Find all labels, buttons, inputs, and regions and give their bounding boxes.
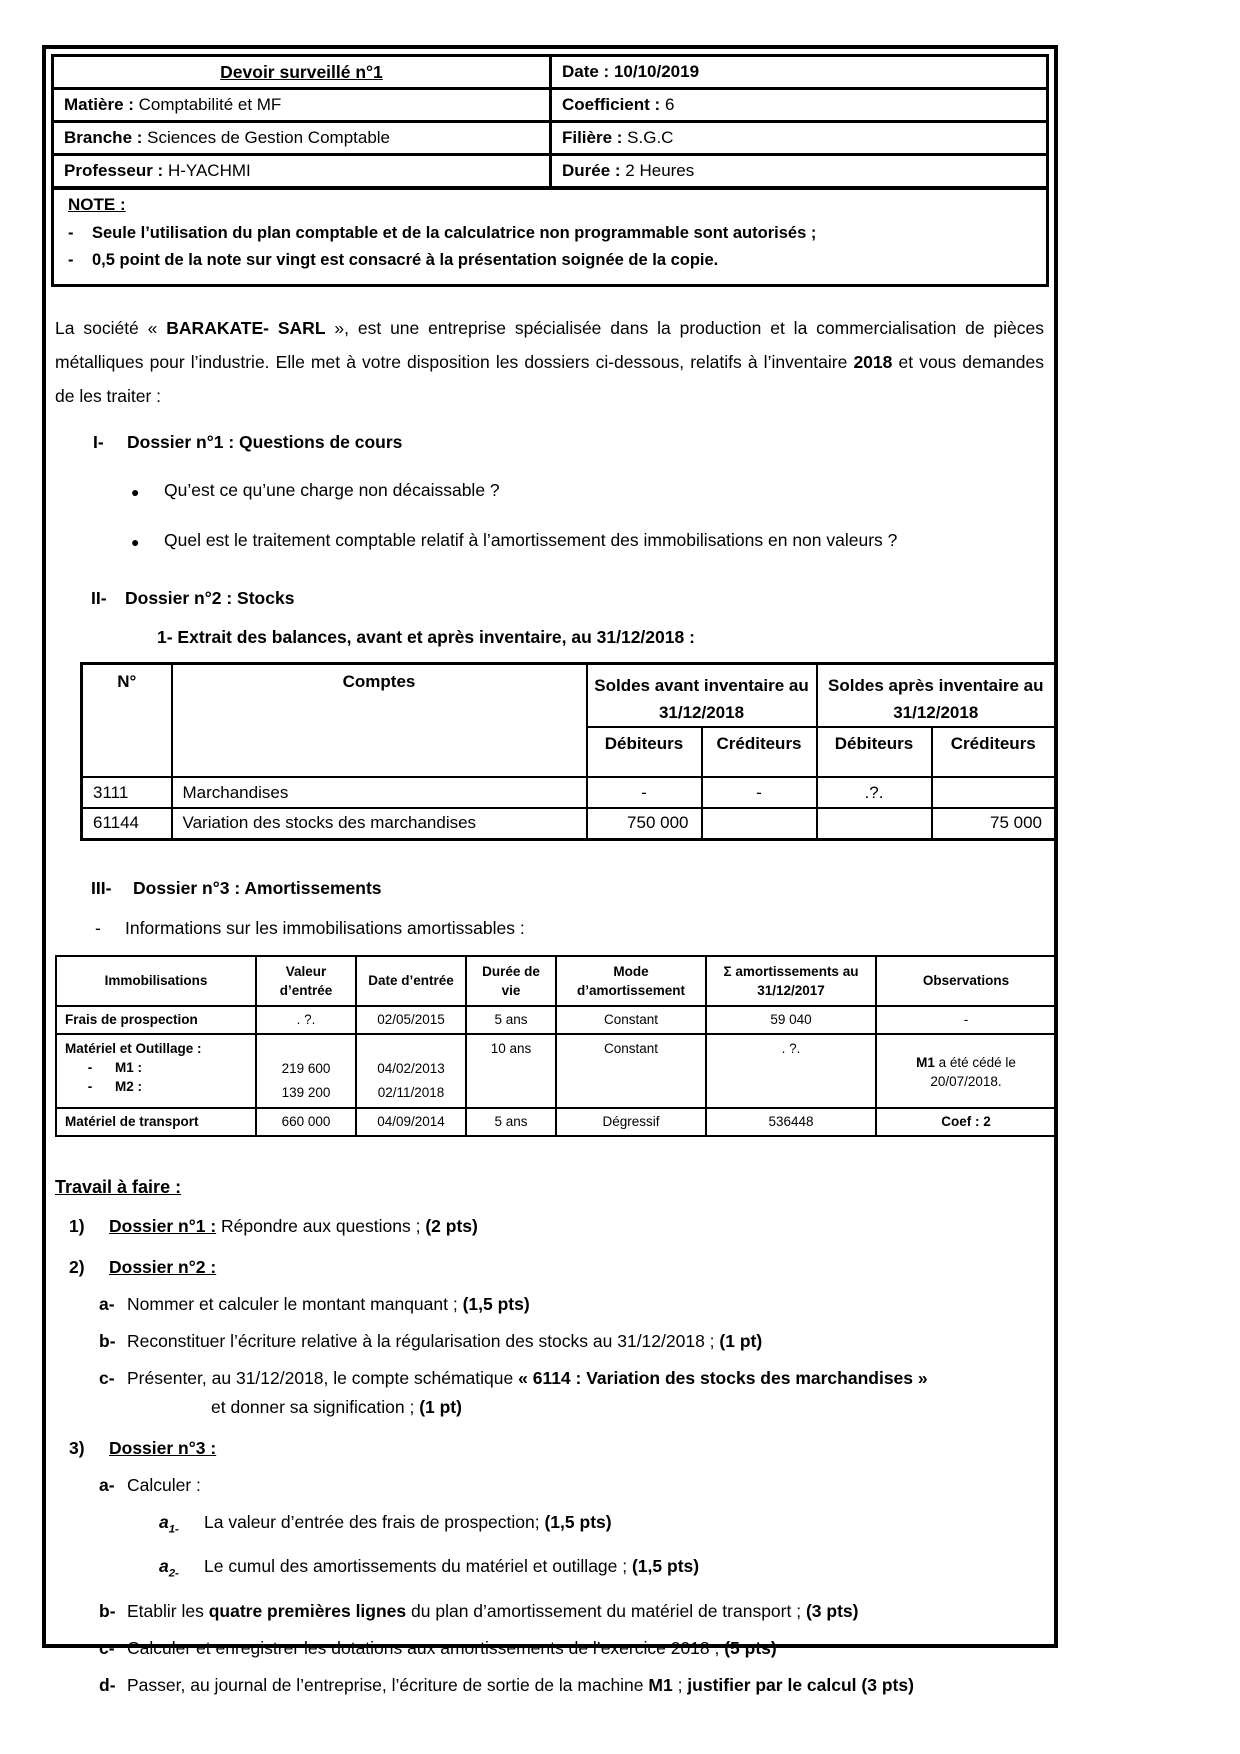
outillage-m1-label [65, 1058, 250, 1077]
points-badge: (5 pts) [724, 1637, 777, 1658]
cell-avant-debiteurs: - [587, 777, 702, 808]
item-text: Calculer : [127, 1474, 201, 1495]
note-text: 0,5 point de la note sur vingt est consacré à la présentation soignée de la copie. [92, 251, 719, 269]
cell-duree: 5 ans [466, 1108, 556, 1136]
inventory-year: 2018 [853, 352, 893, 372]
cell-mode: Constant [556, 1006, 706, 1034]
item-text [109, 1214, 478, 1239]
obs-m1: M1 [916, 1054, 935, 1070]
item-letter: a- [99, 1474, 115, 1495]
coefficient-value: 6 [664, 95, 675, 114]
cell-numero: 61144 [82, 808, 172, 839]
item-number: 3) [69, 1437, 85, 1458]
exam-title: Devoir surveillé n°1 [220, 62, 383, 82]
date-m2: 02/11/2018 [377, 1084, 445, 1100]
header-row-title [54, 57, 1046, 90]
bullet-icon: ● [131, 534, 140, 550]
amortissements-table [55, 955, 1057, 1137]
cell-apres-crediteurs: 75 000 [932, 808, 1056, 839]
col-header-crediteurs-apres: Créditeurs [932, 727, 1056, 777]
task-text: et donner sa signification ; [211, 1396, 420, 1417]
dossier3-info-line [95, 915, 1044, 941]
branche-label: Branche : [64, 128, 143, 147]
intro-text: », est une entreprise spécialisée dans la production et la commercialisation de pièces métalliques pour l’industrie. Elle met à votre disposition les dossiers ci-dessous, relatifs à l’inventaire [55, 318, 1045, 372]
info-dash: - [95, 917, 101, 938]
item-letter: b- [99, 1600, 116, 1621]
dossier2-numeral: II- [91, 588, 107, 608]
note-text: Seule l’utilisation du plan comptable et de la calculatrice non programmable sont autorisés ; [92, 224, 817, 242]
travail-item-3d [99, 1673, 1044, 1698]
cell-mode: Constant [556, 1034, 706, 1108]
filiere-value: S.G.C [627, 128, 674, 147]
item-text [109, 1436, 216, 1461]
dossier-ref: Dossier n°2 : [109, 1256, 217, 1277]
header-cell-date [552, 57, 1046, 87]
item-letter: c- [99, 1637, 115, 1658]
sub-letter-base: a [159, 1511, 169, 1532]
cell-valeur: . ?. [256, 1006, 356, 1034]
m1-label: M1 : [115, 1059, 142, 1075]
header-cell-coefficient [552, 90, 1046, 120]
matiere-label: Matière : [64, 95, 134, 114]
travail-item-2a [99, 1292, 1044, 1317]
cell-sigma: 536448 [706, 1108, 876, 1136]
dossier2-subtitle: 1- Extrait des balances, avant et après inventaire, au 31/12/2018 : [157, 627, 695, 647]
intro-text: et vous demandes de les traiter : [55, 352, 1044, 406]
question-text: Qu’est ce qu’une charge non décaissable ? [164, 480, 500, 500]
dossier3-title: Dossier n°3 : Amortissements [133, 877, 382, 898]
task-text: Calculer et enregistrer les dotations aux amortissements de l’exercice 2018 ; [127, 1637, 725, 1658]
table-row [82, 777, 1056, 808]
cell-immobilisation: Matériel de transport [56, 1108, 256, 1136]
points-badge: (1,5 pts) [544, 1511, 612, 1532]
sub-letter-index: 1- [168, 1523, 179, 1535]
header-cell-professeur [54, 156, 552, 186]
dossier1-question [131, 477, 1044, 505]
cell-immobilisation [56, 1034, 256, 1108]
dossier2-heading [91, 585, 1044, 611]
duree-value: 2 Heures [625, 161, 695, 180]
machine-ref: M1 [648, 1674, 673, 1695]
item-letter: a- [99, 1293, 115, 1314]
col-header-comptes: Comptes [172, 664, 587, 778]
filiere-label: Filière : [561, 128, 623, 147]
task-text: La valeur d’entrée des frais de prospection; [204, 1511, 545, 1532]
coefficient-label: Coefficient : [561, 95, 661, 114]
cell-avant-crediteurs [702, 808, 817, 839]
note-item [68, 247, 1034, 274]
dossier-ref: Dossier n°3 : [109, 1437, 217, 1458]
col-header-soldes-avant: Soldes avant inventaire au 31/12/2018 [587, 664, 817, 728]
cell-compte: Variation des stocks des marchandises [172, 808, 587, 839]
item-letter: d- [99, 1674, 116, 1695]
col-header-sigma-amortissements: Σ amortissements au 31/12/2017 [706, 956, 876, 1006]
item-text [127, 1599, 858, 1624]
col-header-valeur-entree: Valeur d’entrée [256, 956, 356, 1006]
task-text: Présenter, au 31/12/2018, le compte schématique [127, 1367, 519, 1388]
dossier-ref: Dossier n°1 : [109, 1215, 217, 1236]
item-text [109, 1255, 216, 1280]
dossier2-title: Dossier n°2 : Stocks [125, 588, 295, 608]
cell-sigma: 59 040 [706, 1006, 876, 1034]
header-table [51, 54, 1049, 287]
m2-label: M2 : [115, 1078, 142, 1094]
travail-item-3 [69, 1436, 1044, 1461]
travail-item-3a1 [159, 1510, 1044, 1543]
dossier1-numeral: I- [93, 432, 104, 452]
table-row-materiel-outillage [56, 1034, 1056, 1108]
item-text [127, 1329, 762, 1354]
duree-label: Durée : [561, 161, 621, 180]
col-header-debiteurs-avant: Débiteurs [587, 727, 702, 777]
date-label: Date : [561, 62, 610, 81]
matiere-value: Comptabilité et MF [138, 95, 282, 114]
cell-valeur: 660 000 [256, 1108, 356, 1136]
header-row-branche [54, 123, 1046, 156]
col-header-immobilisations: Immobilisations [56, 956, 256, 1006]
item-text [127, 1673, 914, 1698]
header-cell-title [54, 57, 552, 87]
cell-observations: Coef : 2 [876, 1108, 1056, 1136]
date-m1: 04/02/2013 [377, 1060, 445, 1076]
task-text: Le cumul des amortissements du matériel et outillage ; [204, 1556, 632, 1576]
cell-date: 04/09/2014 [356, 1108, 466, 1136]
valeur-m2: 139 200 [281, 1084, 331, 1100]
dossier3-heading [91, 875, 1044, 901]
sub-letter-index: 2- [168, 1567, 179, 1580]
item-sub-letter [159, 1554, 204, 1587]
item-sub-letter [159, 1510, 204, 1543]
points-badge: (1,5 pts) [462, 1293, 530, 1314]
dossier1-title: Dossier n°1 : Questions de cours [127, 432, 403, 452]
note-dash: - [68, 251, 74, 269]
task-text: Nommer et calculer le montant manquant ; [127, 1293, 463, 1314]
company-name: BARAKATE- SARL [166, 318, 326, 338]
info-text: Informations sur les immobilisations amortissables : [125, 917, 525, 938]
travail-item-3a2 [159, 1554, 1044, 1587]
cell-immobilisation: Frais de prospection [56, 1006, 256, 1034]
travail-item-2 [69, 1255, 1044, 1280]
task-text: ; [672, 1674, 688, 1695]
item-text [127, 1636, 777, 1661]
header-cell-branche [54, 123, 552, 153]
cell-valeur [256, 1034, 356, 1108]
emphasis-text: justifier par le calcul (3 pts) [687, 1674, 914, 1695]
bullet-icon: ● [131, 484, 140, 500]
dossier1-question [131, 527, 1044, 555]
emphasis-text: quatre premières lignes [208, 1600, 407, 1621]
points-badge: (2 pts) [425, 1215, 478, 1236]
table-row-materiel-transport [56, 1108, 1056, 1136]
col-header-duree-vie: Durée de vie [466, 956, 556, 1006]
date-value: 10/10/2019 [613, 62, 700, 81]
item-text [211, 1395, 462, 1420]
points-badge: (1 pt) [719, 1330, 763, 1351]
cell-apres-crediteurs [932, 777, 1056, 808]
col-header-observations: Observations [876, 956, 1056, 1006]
cell-date: 02/05/2015 [356, 1006, 466, 1034]
item-text [127, 1366, 928, 1391]
travail-item-3c [99, 1636, 1044, 1661]
sub-letter-base: a [159, 1556, 169, 1576]
col-header-soldes-apres: Soldes après inventaire au 31/12/2018 [817, 664, 1056, 728]
branche-value: Sciences de Gestion Comptable [147, 128, 391, 147]
task-text: Reconstituer l’écriture relative à la régularisation des stocks au 31/12/2018 ; [127, 1330, 720, 1351]
note-title: NOTE : [68, 195, 126, 214]
task-text: du plan d’amortissement du matériel de transport ; [406, 1600, 806, 1621]
item-text [204, 1554, 699, 1587]
table-row [82, 808, 1056, 839]
cell-duree: 10 ans [466, 1034, 556, 1108]
travail-item-2c [99, 1366, 1044, 1391]
note-dash: - [68, 224, 74, 242]
travail-item-2b [99, 1329, 1044, 1354]
cell-avant-debiteurs: 750 000 [587, 808, 702, 839]
col-header-debiteurs-apres: Débiteurs [817, 727, 932, 777]
col-header-numero: N° [82, 664, 172, 778]
travail-item-3b [99, 1599, 1044, 1624]
travail-item-1 [69, 1214, 1044, 1239]
table-row-frais-prospection [56, 1006, 1056, 1034]
travail-title: Travail à faire : [55, 1176, 182, 1197]
item-number: 1) [69, 1215, 85, 1236]
intro-paragraph [55, 311, 1044, 413]
header-cell-filiere [552, 123, 1046, 153]
travail-title-line [55, 1177, 1044, 1198]
account-ref: « 6114 : Variation des stocks des marchandises » [518, 1367, 928, 1388]
intro-text: La société « [55, 318, 167, 338]
header-cell-duree [552, 156, 1046, 186]
cell-compte: Marchandises [172, 777, 587, 808]
cell-date [356, 1034, 466, 1108]
item-text [127, 1292, 530, 1317]
travail-item-2c-line2 [211, 1395, 1044, 1420]
note-section [54, 189, 1046, 284]
task-text: Etablir les [127, 1600, 209, 1621]
cell-observations [876, 1034, 1056, 1108]
balances-table [80, 662, 1057, 841]
professeur-label: Professeur : [64, 161, 164, 180]
header-cell-matiere [54, 90, 552, 120]
task-text: Répondre aux questions ; [216, 1215, 426, 1236]
cell-apres-debiteurs [817, 808, 932, 839]
col-header-mode-amortissement: Mode d’amortissement [556, 956, 706, 1006]
points-badge: (3 pts) [805, 1600, 859, 1621]
outillage-title: Matériel et Outillage : [65, 1040, 202, 1056]
document-frame [42, 45, 1058, 1695]
item-letter: c- [99, 1367, 115, 1388]
task-text: Passer, au journal de l’entreprise, l’écriture de sortie de la machine [127, 1674, 649, 1695]
item-text [204, 1510, 612, 1543]
cell-observations: - [876, 1006, 1056, 1034]
cell-mode: Dégressif [556, 1108, 706, 1136]
header-row-matiere [54, 90, 1046, 123]
cell-apres-debiteurs: .?. [817, 777, 932, 808]
col-header-date-entree: Date d’entrée [356, 956, 466, 1006]
item-number: 2) [69, 1256, 85, 1277]
list-dash: - [87, 1059, 93, 1075]
col-header-crediteurs-avant: Créditeurs [702, 727, 817, 777]
cell-avant-crediteurs: - [702, 777, 817, 808]
points-badge: (1 pt) [419, 1396, 462, 1417]
outillage-m2-label [65, 1077, 250, 1096]
document-body [46, 311, 1054, 1698]
item-letter: b- [99, 1330, 116, 1351]
list-dash: - [87, 1078, 93, 1094]
dossier3-numeral: III- [91, 877, 112, 898]
professeur-value: H-YACHMI [167, 161, 251, 180]
header-row-professeur [54, 156, 1046, 189]
travail-item-3a [99, 1473, 1044, 1498]
cell-numero: 3111 [82, 777, 172, 808]
dossier1-heading [93, 429, 1044, 455]
question-text: Quel est le traitement comptable relatif à l’amortissement des immobilisations en non valeurs ? [164, 530, 898, 550]
cell-duree: 5 ans [466, 1006, 556, 1034]
cell-sigma: . ?. [706, 1034, 876, 1108]
points-badge: (1,5 pts) [631, 1556, 700, 1576]
note-item [68, 220, 1034, 247]
valeur-m1: 219 600 [281, 1060, 331, 1076]
obs-text: a été cédé le 20/07/2018. [930, 1054, 1016, 1089]
